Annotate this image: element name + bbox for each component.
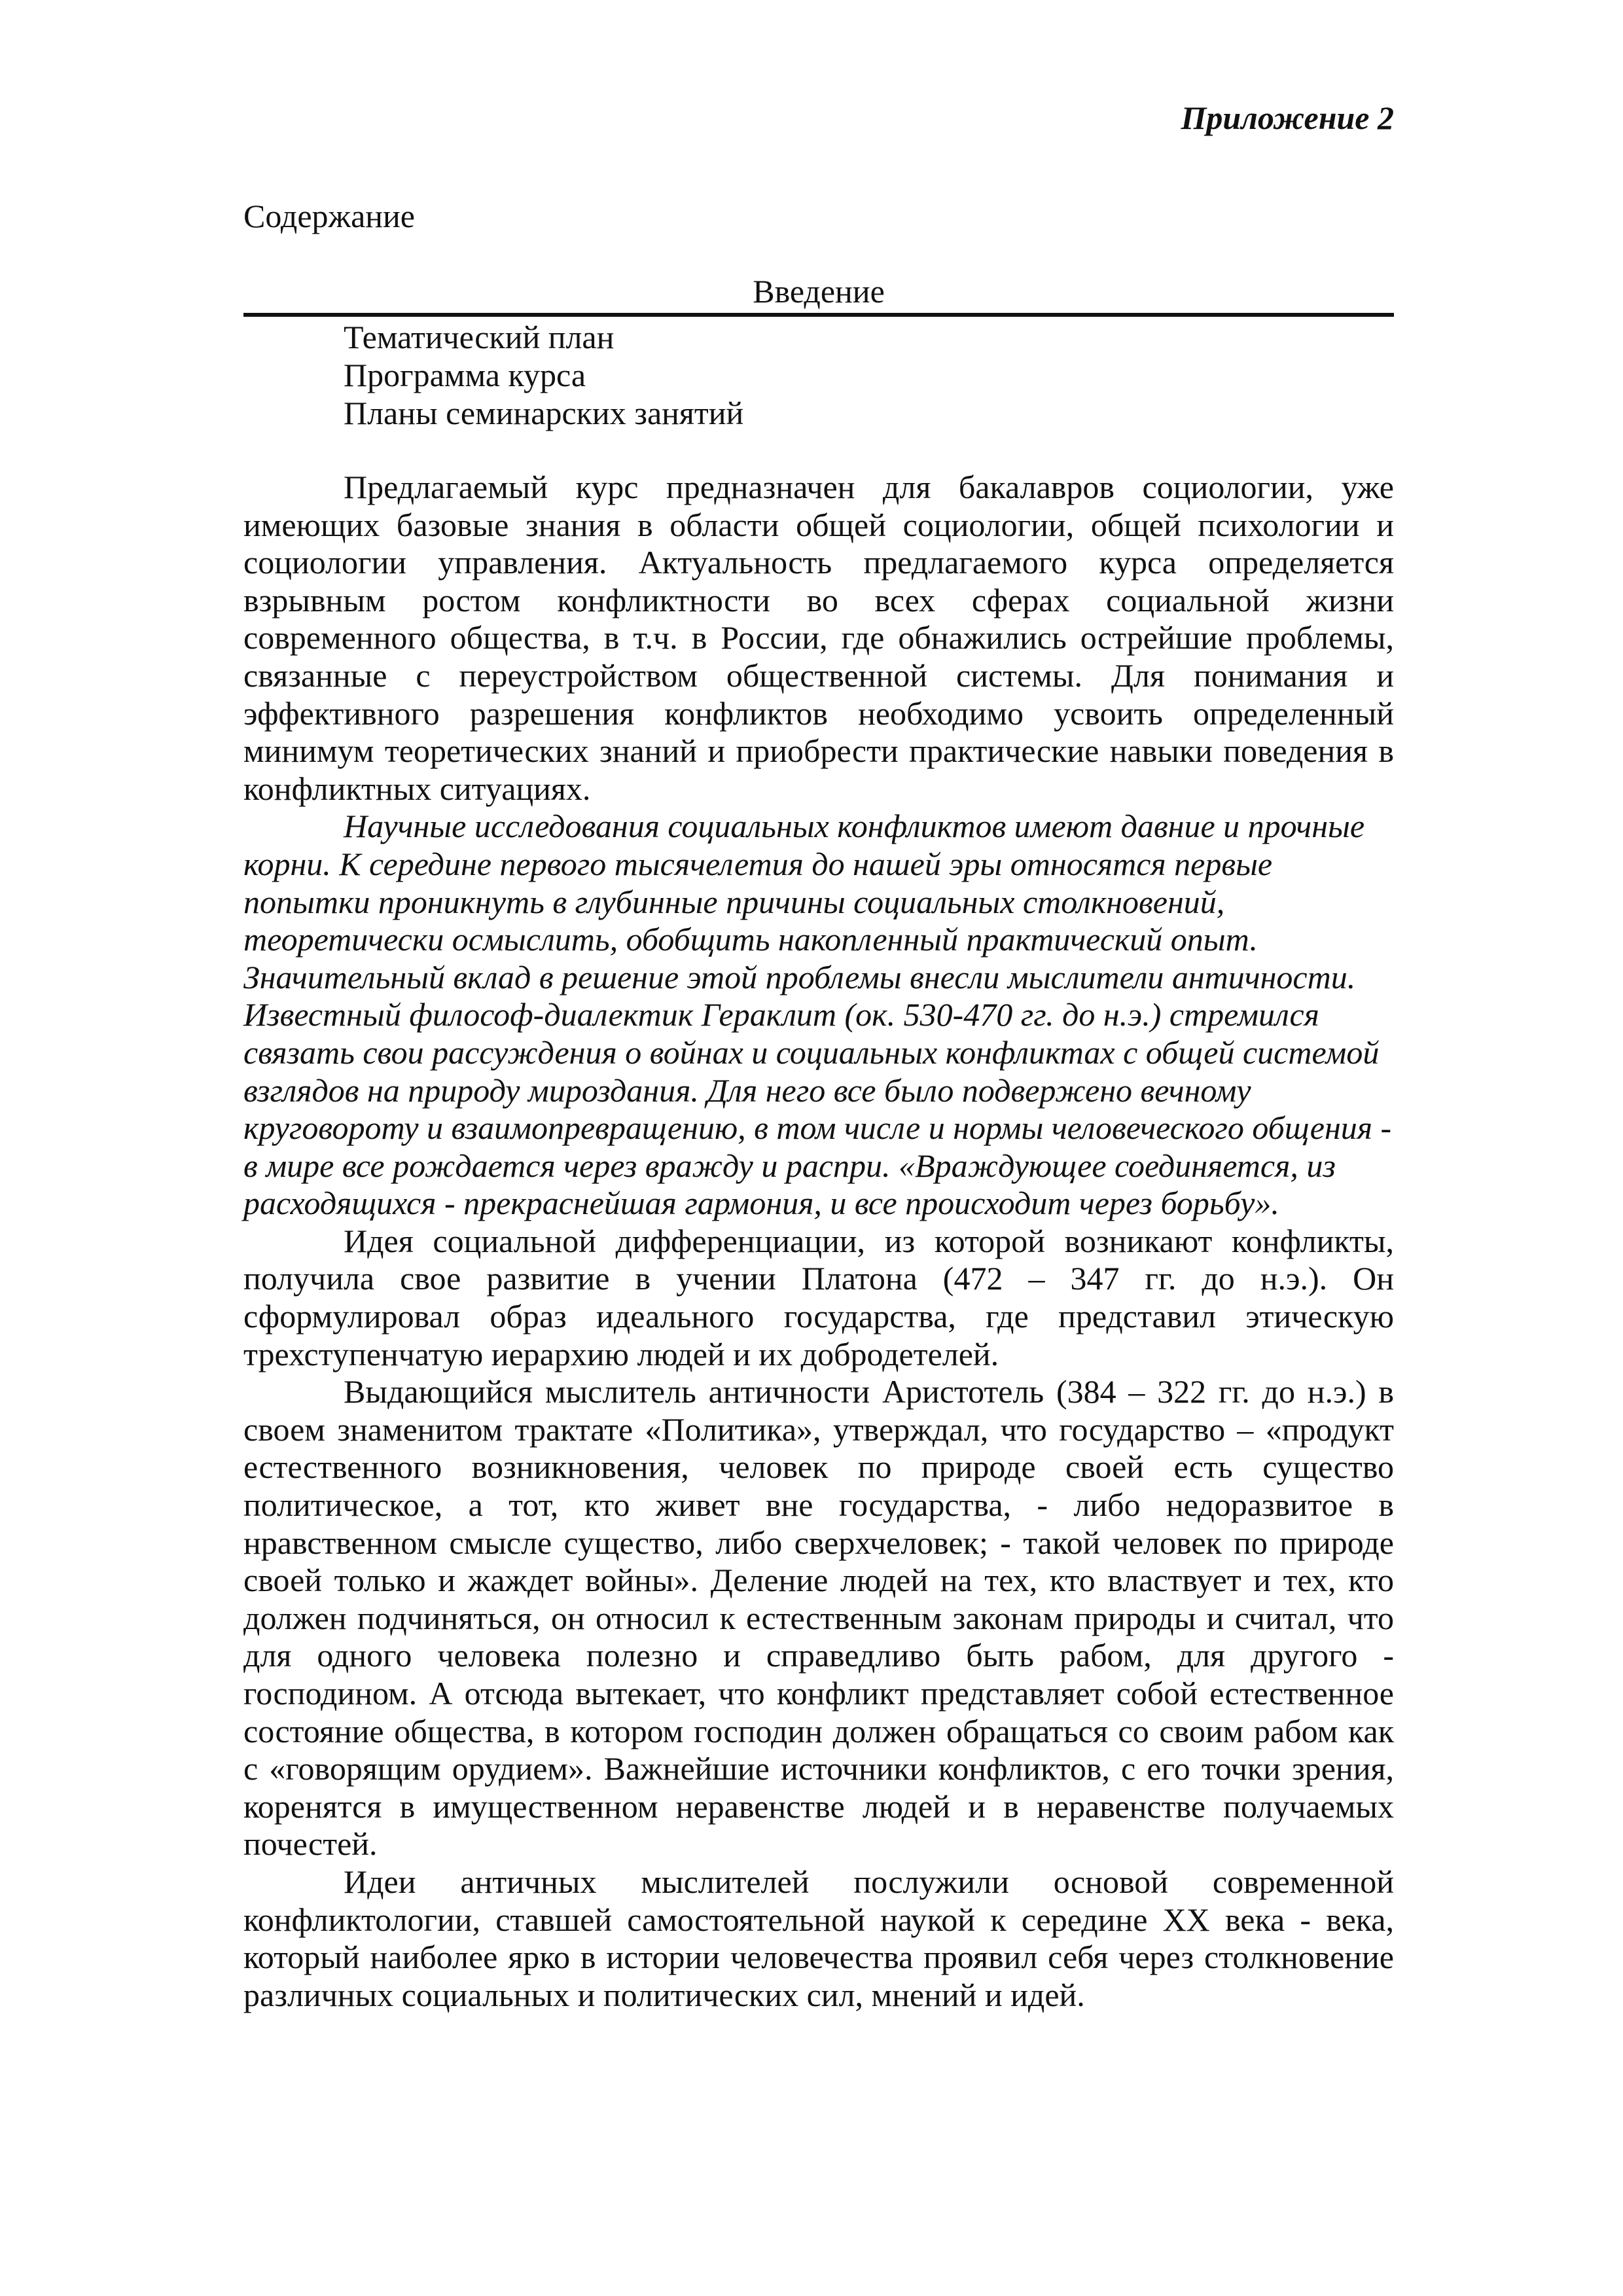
appendix-label: Приложение 2 (1181, 99, 1394, 136)
paragraph-aristotle: Выдающийся мыслитель античности Аристотель (384 – 322 гг. до н.э.) в своем знаменитом трактате «Политика», утверждал, что государство – «продукт естественного возникновения, человек по природе своей есть существо политическое, а тот, кто живет вне государства, - либо недоразвитое в нравственном смысле существо, либо сверхчеловек; - такой человек по природе своей только и жаждет войны». Деление людей на тех, кто властвует и тех, кто должен подчиняться, он относил к естественным законам природы и считал, что для одного человека полезно и справедливо быть рабом, для другого - господином. А отсюда вытекает, что конфликт представляет собой естественное состояние общества, в котором господин должен обращаться со своим рабом как с «говорящим орудием». Важнейшие источники конфликтов, с его точки зрения, коренятся в имущественном неравенстве людей и в неравенстве получаемых почестей. (243, 1373, 1394, 1863)
paragraph-course-purpose: Предлагаемый курс предназначен для бакалавров социологии, уже имеющих базовые знания в области общей социологии, общей психологии и социологии управления. Актуальность предлагаемого курса определяется взрывным ростом конфликтности во всех сферах социальной жизни современного общества, в т.ч. в России, где обнажились острейшие проблемы, связанные с переустройством общественной системы. Для понимания и эффективного разрешения конфликтов необходимо усвоить определенный минимум теоретических знаний и приобрести практические навыки поведения в конфликтных ситуациях. (243, 469, 1394, 807)
body-text (243, 469, 1394, 2014)
paragraph-modern-conflictology: Идеи античных мыслителей послужили основой современной конфликтологии, ставшей самостоятельной наукой к середине XX века - века, который наиболее ярко в истории человечества проявил себя через столкновение различных социальных и политических сил, мнений и идей. (243, 1863, 1394, 2013)
toc-item-thematic-plan: Тематический план (344, 319, 615, 355)
toc-item-seminar-plans: Планы семинарских занятий (344, 395, 744, 431)
toc-item-introduction: Введение (753, 273, 885, 310)
toc-list (344, 318, 743, 432)
paragraph-plato: Идея социальной дифференциации, из которой возникают конфликты, получила свое развитие в учении Платона (472 – 347 гг. до н.э.). Он сформулировал образ идеального государства, где представил этическую трехступенчатую иерархию людей и их добродетелей. (243, 1222, 1394, 1372)
paragraph-historical-roots: Научные исследования социальных конфликтов имеют давние и прочные корни. К середине первого тысячелетия до нашей эры относятся первые попытки проникнуть в глубинные причины социальных столкновений, теоретически осмыслить, обобщить накопленный практический опыт. Значительный вклад в решение этой проблемы внесли мыслители античности. Известный философ-диалектик Гераклит (ок. 530-470 гг. до н.э.) стремился связать свои рассуждения о войнах и социальных конфликтах с общей системой взглядов на природу мироздания. Для него все было подвержено вечному круговороту и взаимопревращению, в том числе и нормы человеческого общения - в мире все рождается через вражду и распри. «Враждующее соединяется, из расходящихся - прекраснейшая гармония, и все происходит через борьбу». (243, 808, 1392, 1222)
toc-title: Содержание (243, 198, 415, 234)
toc-divider-line (243, 313, 1394, 317)
toc-item-course-program: Программа курса (344, 357, 586, 393)
